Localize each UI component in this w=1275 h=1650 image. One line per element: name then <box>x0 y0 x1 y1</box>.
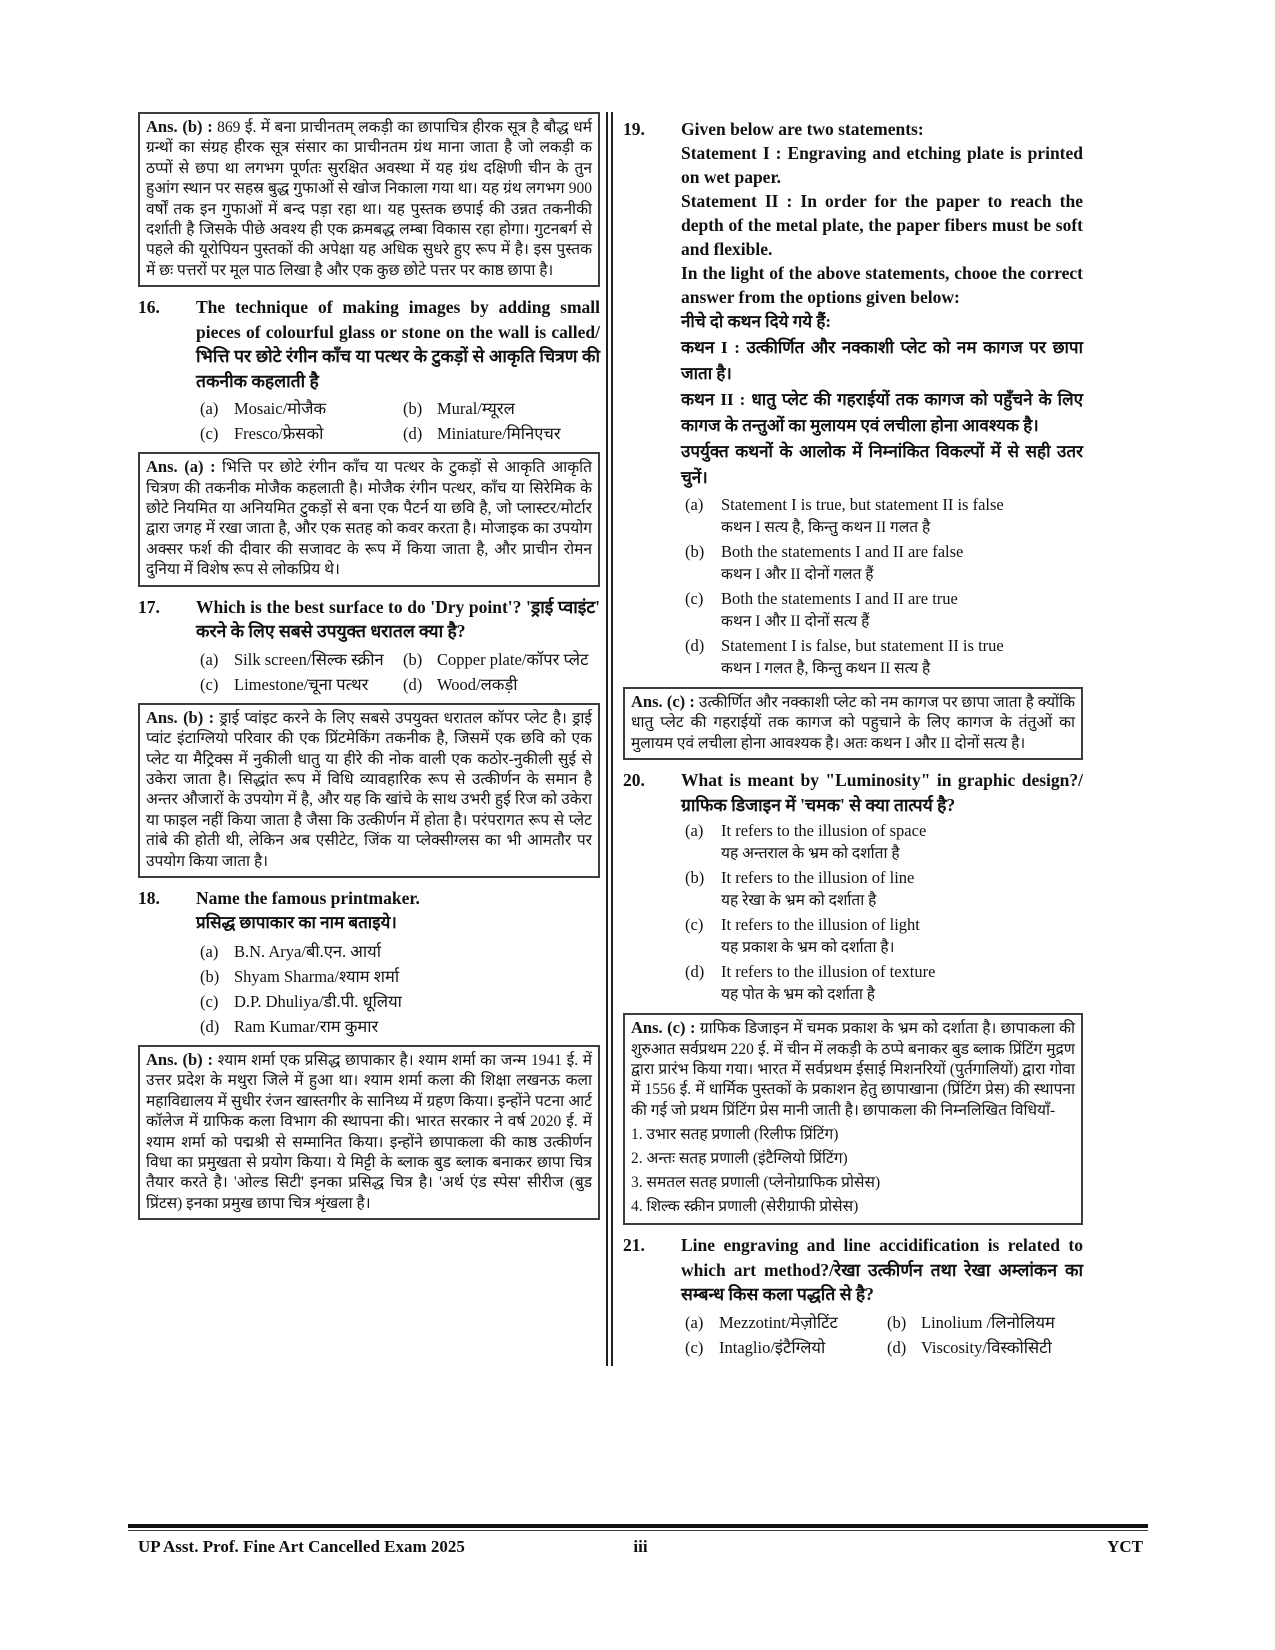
option-a <box>200 647 397 672</box>
option-label: (c) <box>200 424 219 444</box>
answer-box-q16 <box>138 452 600 586</box>
option-c <box>200 421 397 446</box>
option-label: (a) <box>685 821 704 841</box>
option-a <box>685 1310 881 1335</box>
answer-label: Ans. (b) : <box>146 1049 214 1069</box>
option-b <box>685 540 1083 586</box>
option-text-english: It refers to the illusion of line <box>721 868 915 888</box>
option-label: (d) <box>403 674 423 694</box>
option-b <box>685 866 1083 912</box>
option-text: Linolium /लिनोलियम <box>921 1312 1055 1332</box>
answer-body: ग्राफिक डिजाइन में चमक प्रकाश के भ्रम को दर्शाता है। छापाकला की शुरुआत सर्वप्रथम 220 ई. में चीन में लकड़ी के ठप्पे बनाकर बुड ब्लाक प्रिंटिंग मुद्रण द्वारा प्रारंभ किया गया। भारत में सर्वप्रथम ईसाई मिशनरियों (पुर्तगालियों) द्वारा गोवा में 1556 ई. में धार्मिक पुस्तकों के प्रकाशन हेतु छापाखाना (प्रिंटिंग प्रेस) की स्थापना की गई जो प्रथम प्रिंटिंग प्रेस मानी जाती है। छापाकला की निम्नलिखित विधियाँ- <box>631 1020 1076 1119</box>
question-19 <box>623 117 1083 684</box>
option-text-english: Both the statements I and II are false <box>721 542 964 561</box>
option-text: Viscosity/विस्कोसिटी <box>921 1337 1052 1357</box>
statement-2-english: Statement II : In order for the paper to reach the depth of the metal plate, the paper fibers must be soft and flexible. <box>681 191 1083 259</box>
right-column <box>623 112 1083 1366</box>
statement-2-hindi: कथन II : धातु प्लेट की गहराईयों तक कागज को पहुँचने के लिए कागज के तन्तुओं का मुलायम एवं लचीला होना आवश्यक है। <box>681 390 1083 435</box>
option-label: (a) <box>685 1312 704 1332</box>
option-text-hindi: यह प्रकाश के भ्रम को दर्शाता है। <box>721 939 895 957</box>
options <box>685 493 1083 680</box>
options <box>685 819 1083 1006</box>
answer-label: Ans. (a) : <box>146 457 216 477</box>
answer-body: श्याम शर्मा एक प्रसिद्ध छापाकार है। श्याम शर्मा का जन्म 1941 ई. में उत्तर प्रदेश के मथुरा जिले में हुआ था। श्याम शर्मा कला की शिक्षा लखनऊ कला महाविद्यालय में सुधीर रंजन खास्तगीर के सानिध्य में ग्रहण किया। इन्होंने पटना आर्ट कॉलेज में ग्राफिक कला विभाग की स्थापना की। भारत सरकार ने वर्ष 2020 ई. में श्याम शर्मा को पद्मश्री से सम्मानित किया। इन्होंने छापाकला की काष्ठ उत्कीर्णन विधा का प्रमुखता से प्रयोग किया। ये मिट्टी के ब्लाक बुड ब्लाक बनाकर छापा चित्र तैयार करते है। 'ओल्ड सिटी' इनका प्रसिद्ध चित्र है। 'अर्थ एंड स्पेस' सीरीज (बुड प्रिंटस) इनका प्रमुख छापा चित्र शृंखला है। <box>146 1051 592 1212</box>
option-text: Silk screen/सिल्क स्क्रीन <box>234 649 384 669</box>
question-18 <box>138 886 600 1042</box>
option-text-english: It refers to the illusion of texture <box>721 962 936 982</box>
option-label: (c) <box>685 589 704 608</box>
list-item: 4. शिल्क स्क्रीन प्रणाली (सेरीग्राफी प्रोसेस) <box>631 1198 859 1216</box>
option-text-english: It refers to the illusion of space <box>721 821 927 841</box>
option-a <box>685 819 1083 865</box>
option-label: (a) <box>200 941 219 961</box>
option-text-hindi: यह रेखा के भ्रम को दर्शाता है <box>721 892 877 910</box>
column-divider <box>606 112 613 1366</box>
option-label: (a) <box>200 399 219 419</box>
answer-label: Ans. (c) : <box>631 1018 696 1038</box>
option-label: (d) <box>887 1337 907 1357</box>
option-text-english: Statement I is false, but statement II is true <box>721 636 1004 655</box>
option-label: (c) <box>200 991 219 1011</box>
question-number: 18. <box>138 887 160 908</box>
left-column <box>138 112 600 1366</box>
options <box>685 1310 1083 1360</box>
answer-box-q17 <box>138 703 600 878</box>
option-label: (b) <box>685 868 705 888</box>
option-d <box>887 1335 1083 1360</box>
question-16 <box>138 295 600 449</box>
option-a <box>200 396 397 421</box>
question-text-english: Name the famous printmaker. <box>196 887 420 908</box>
option-label: (b) <box>403 649 423 669</box>
option-label: (d) <box>200 1016 220 1036</box>
option-d <box>200 1014 600 1039</box>
option-text-hindi: यह पोत के भ्रम को दर्शाता है <box>721 986 875 1004</box>
printing-methods-list <box>631 1123 1075 1219</box>
option-text: Mezzotint/मेज़ोटिंट <box>719 1312 838 1332</box>
option-text: Miniature/मिनिएचर <box>437 424 561 444</box>
option-text-hindi: कथन I और II दोनों गलत हैं <box>721 566 874 583</box>
option-d <box>685 960 1083 1006</box>
option-a <box>685 493 1083 539</box>
option-d <box>403 421 600 446</box>
option-label: (d) <box>685 636 705 655</box>
question-17 <box>138 595 600 700</box>
option-text: Wood/लकड़ी <box>437 674 518 694</box>
option-text-hindi: कथन I और II दोनों सत्य हैं <box>721 613 870 630</box>
option-b <box>887 1310 1083 1335</box>
answer-body: 869 ई. में बना प्राचीनतम् लकड़ी का छापाचित्र हीरक सूत्र है बौद्ध धर्म ग्रन्थों का संग्रह हीरक सूत्र संसार का प्राचीनतम ग्रंथ माना जाता है जो लकड़ी क ठप्पों से छपा था लगभग पूर्णतः सुरक्षित अवस्था में यह ग्रंथ दक्षिणी चीन के तुन हुआंग स्थान पर सहस्र बुद्ध गुफाओं से खोज निकाला गया था। यह ग्रंथ लगभग 900 वर्षों तक इन गुफाओं में बन्द पड़ा रहा था। यह पुस्तक छपाई की उन्नत तकनीकी दर्शाती है जिसके पीछे अवश्य ही एक क्रमबद्ध लम्बा विकास रहा होगा। गुटनबर्ग से पहले की यूरोपियन पुस्तकों की अपेक्षा यह अधिक सुधरे हुए रूप में है। इस पुस्तक में छः पत्तरों पर मूल पाठ लिखा है और एक कुछ छोटे पत्तर पर काष्ठ छापा है। <box>146 119 592 279</box>
option-label: (a) <box>200 649 219 669</box>
option-d <box>685 634 1083 680</box>
question-number: 21. <box>623 1235 645 1256</box>
question-number: 17. <box>138 596 160 617</box>
answer-box-q20 <box>623 1013 1083 1225</box>
question-number: 20. <box>623 770 645 791</box>
page-content <box>138 112 1086 1366</box>
option-text-hindi: कथन I सत्य है, किन्तु कथन II गलत है <box>721 519 931 536</box>
option-text: Copper plate/कॉपर प्लेट <box>437 649 589 669</box>
statement-1-hindi: कथन I : उत्कीर्णित और नक्काशी प्लेट को नम कागज पर छापा जाता है। <box>681 338 1083 383</box>
answer-body: उत्कीर्णित और नक्काशी प्लेट को नम कागज पर छापा जाता है क्योंकि धातु प्लेट की गहराईयों तक कागज को पहुचाने के लिए कागज के तंतुओं का मुलायम एवं लचीला होना आवश्यक है। अतः कथन I और II दोनों सत्य है। <box>631 694 1075 752</box>
footer-rule-thick <box>128 1524 1148 1528</box>
options <box>200 396 600 446</box>
option-label: (b) <box>685 542 705 561</box>
statement-instruction-english: In the light of the above statements, chooe the correct answer from the options given below: <box>681 263 1083 307</box>
option-text: Shyam Sharma/श्याम शर्मा <box>234 966 400 986</box>
page-number: iii <box>633 1537 648 1556</box>
list-item: 3. समतल सतह प्रणाली (प्लेनोग्राफिक प्रोसेस) <box>631 1174 881 1192</box>
option-text: Intaglio/इंटैग्लियो <box>719 1337 826 1357</box>
answer-label: Ans. (b) : <box>146 117 213 136</box>
answer-box-q19 <box>623 687 1083 760</box>
option-text: Limestone/चूना पत्थर <box>234 674 369 694</box>
option-text-hindi: कथन I गलत है, किन्तु कथन II सत्य है <box>721 660 931 677</box>
option-text-english: Statement I is true, but statement II is false <box>721 495 1004 514</box>
answer-body: भित्ति पर छोटे रंगीन काँच या पत्थर के टुकड़ों से आकृति आकृति चित्रण की तकनीक मोजैक कहलाती है। मोजैक रंगीन पत्थर, काँच या सिरेमिक के छोटे नियमित या अनियमित टुकड़ों से बना एक पैटर्न या छवि है, जो प्लास्टर/मोर्टार द्वारा जगह में रखा जाता है, और एक सतह को कवर करता है। मोजाइक का उपयोग अक्सर फर्श की दीवार की सजावट के रूप में किया जाता है, और प्राचीन रोमन दुनिया में विशेष रूप से लोकप्रिय थे। <box>146 459 592 579</box>
question-21 <box>623 1233 1083 1363</box>
question-text: What is meant by "Luminosity" in graphic design?/ग्राफिक डिजाइन में 'चमक' से क्या तात्पर्य है? <box>681 770 1083 815</box>
option-b <box>403 647 600 672</box>
question-number: 16. <box>138 297 160 318</box>
option-label: (c) <box>200 674 219 694</box>
footer-exam-title: UP Asst. Prof. Fine Art Cancelled Exam 2025 <box>138 1537 465 1556</box>
option-text-english: Both the statements I and II are true <box>721 589 958 608</box>
option-c <box>200 672 397 697</box>
option-c <box>685 587 1083 633</box>
option-label: (a) <box>685 495 704 514</box>
option-label: (c) <box>685 915 704 935</box>
option-text: D.P. Dhuliya/डी.पी. धूलिया <box>234 991 402 1011</box>
question-20 <box>623 768 1083 1010</box>
option-b <box>200 964 600 989</box>
options <box>200 939 600 1039</box>
option-label: (d) <box>685 962 705 982</box>
footer-rule-thin <box>128 1530 1148 1531</box>
option-text: Fresco/फ्रेसको <box>234 424 324 444</box>
option-text: Mosaic/मोजैक <box>234 399 327 419</box>
footer-publisher: YCT <box>1107 1537 1143 1556</box>
option-c <box>685 913 1083 959</box>
question-number: 19. <box>623 119 645 139</box>
list-item: 2. अन्तः सतह प्रणाली (इंटैग्लियो प्रिंटिंग) <box>631 1150 848 1168</box>
answer-box-q15 <box>138 112 600 287</box>
answer-label: Ans. (b) : <box>146 707 215 727</box>
option-label: (b) <box>200 966 220 986</box>
option-d <box>403 672 600 697</box>
question-text: Line engraving and line accidification is related to which art method?/रेखा उत्कीर्णन तथा रेखा अम्लांकन का सम्बन्ध किस कला पद्धति से है? <box>681 1235 1083 1305</box>
option-b <box>403 396 600 421</box>
option-label: (b) <box>887 1312 907 1332</box>
answer-box-q18 <box>138 1045 600 1220</box>
option-text: Mural/म्यूरल <box>437 399 515 419</box>
statement-instruction-hindi: उपर्युक्त कथनों के आलोक में निम्नांकित विकल्पों में से सही उतर चुनें। <box>681 442 1083 487</box>
option-text-english: It refers to the illusion of light <box>721 915 920 935</box>
statement-1-english: Statement I : Engraving and etching plate is printed on wet paper. <box>681 143 1083 187</box>
option-text: Ram Kumar/राम कुमार <box>234 1016 379 1036</box>
statement-intro-english: Given below are two statements: <box>681 119 924 139</box>
option-c <box>200 989 600 1014</box>
list-item: 1. उभार सतह प्रणाली (रिलीफ प्रिंटिंग) <box>631 1126 839 1144</box>
option-a <box>200 939 600 964</box>
option-text-hindi: यह अन्तराल के भ्रम को दर्शाता है <box>721 845 900 863</box>
statement-intro-hindi: नीचे दो कथन दिये गये हैं: <box>681 312 832 331</box>
question-text-hindi: प्रसिद्ध छापाकार का नाम बताइये। <box>196 912 397 932</box>
option-text: B.N. Arya/बी.एन. आर्या <box>234 941 382 961</box>
question-text: Which is the best surface to do 'Dry point'? 'ड्राई प्वाइंट' करने के लिए सबसे उपयुक्त धरातल क्या है? <box>196 596 600 642</box>
answer-label: Ans. (c) : <box>631 692 695 711</box>
options <box>200 647 600 697</box>
option-c <box>685 1335 881 1360</box>
option-label: (b) <box>403 399 423 419</box>
option-label: (d) <box>403 424 423 444</box>
question-text: The technique of making images by adding small pieces of colourful glass or stone on the wall is called/भित्ति पर छोटे रंगीन काँच या पत्थर के टुकड़ों से आकृति चित्रण की तकनीक कहलाती है <box>196 297 600 391</box>
answer-body: ड्राई प्वांइट करने के लिए सबसे उपयुक्त धरातल कॉपर प्लेट है। ड्राई प्वांट इंटाग्लियो परिवार की एक प्रिंटमेकिंग तकनीक है, जिसमें एक छवि को एक प्लेट या मैट्रिक्स में नुकीली धातु या हीरे की नोक वाली एक कठोर-नुकीली सुई से उकेरा जाता है। सिद्धांत रूप में विधि व्यावहारिक रूप से उत्कीर्णन के समान है अन्तर औजारों के उपयोग में है, और यह कि खांचे के साथ उभरी हुई रिज को उकेरा या फाइल नहीं किया जाता है जैसा कि उत्कीर्णन में होता है। परंपरागत रूप से प्लेट तांबे की होती थी, लेकिन अब एसीटेट, जिंक या प्लेक्सीग्लस का भी आमतौर पर उपयोग किया जाता है। <box>146 709 592 870</box>
option-label: (c) <box>685 1337 704 1357</box>
